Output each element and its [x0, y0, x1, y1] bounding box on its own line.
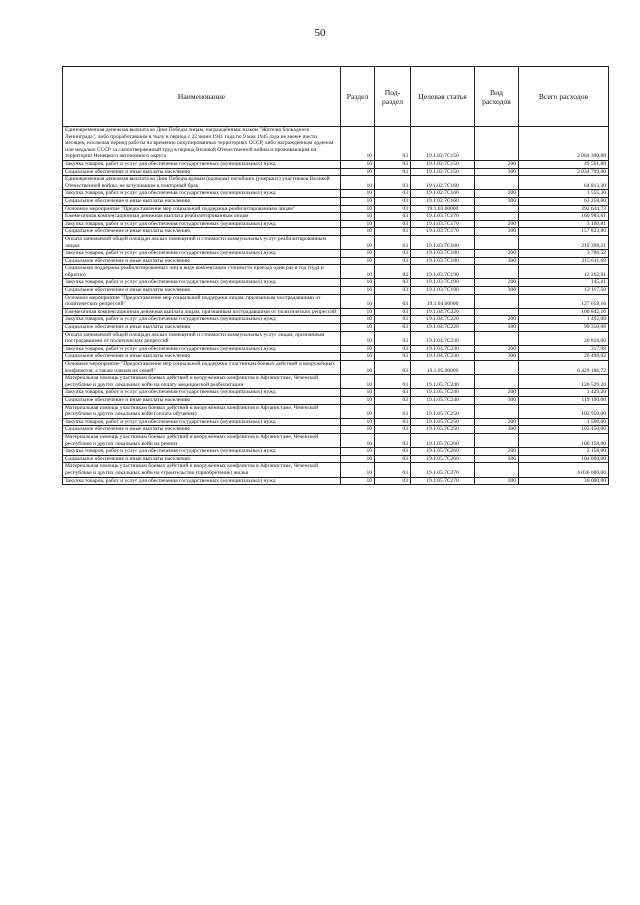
budget-table: [62, 66, 609, 485]
cell-amount: 160 983,61: [519, 213, 609, 221]
cell-vid: 300: [475, 455, 519, 463]
cell-vid: [475, 375, 519, 389]
cell-vid: 300: [475, 257, 519, 265]
table-row: [63, 396, 609, 404]
cell-vid: [475, 331, 519, 345]
cell-razdel: 10: [341, 213, 375, 221]
cell-podrazdel: 03: [375, 331, 411, 345]
table-row: [63, 463, 609, 477]
cell-vid: 300: [475, 287, 519, 295]
cell-name: Закупка товаров, работ и услуг для обеспечения государственных (муниципальных) нужд: [63, 190, 341, 198]
cell-razdel: 10: [341, 375, 375, 389]
cell-code: 19.1.03.7С190: [411, 287, 475, 295]
header-vid: Вид расходов: [475, 67, 519, 127]
table-row: [63, 127, 609, 161]
cell-name: Закупка товаров, работ и услуг для обеспечения государственных (муниципальных) нужд: [63, 389, 341, 397]
table-row: [63, 205, 609, 213]
cell-vid: 200: [475, 220, 519, 228]
cell-name: Ежемесячная компенсационная денежная выплата реабилитированным лицам: [63, 213, 341, 221]
cell-podrazdel: 03: [375, 316, 411, 324]
cell-razdel: 10: [341, 477, 375, 485]
cell-name: Социальное обеспечение и иные выплаты населению: [63, 396, 341, 404]
cell-amount: 49 591,88: [519, 160, 609, 168]
cell-name: Закупка товаров, работ и услуг для обеспечения государственных (муниципальных) нужд: [63, 160, 341, 168]
cell-vid: [475, 176, 519, 190]
cell-podrazdel: 03: [375, 257, 411, 265]
cell-name: Закупка товаров, работ и услуг для обеспечения государственных (муниципальных) нужд: [63, 279, 341, 287]
cell-code: 19.1.03.7С170: [411, 213, 475, 221]
cell-name: Оплата занимаемой общей площади жилых помещений и стоимости коммунальных услуг лицам, признанным пострадавшими от политических репрессий: [63, 331, 341, 345]
cell-amount: 2 034 799,00: [519, 168, 609, 176]
cell-razdel: 10: [341, 455, 375, 463]
table-row: [63, 265, 609, 279]
cell-vid: [475, 294, 519, 308]
cell-vid: 300: [475, 228, 519, 236]
table-row: [63, 176, 609, 190]
cell-name: Материальная помощь участникам боевых действий и вооружённых конфликтов в Афганистане, Чеченской республике и других локальных войн на ремонт: [63, 433, 341, 447]
cell-podrazdel: 03: [375, 308, 411, 316]
cell-vid: 200: [475, 345, 519, 353]
cell-code: 19.1.05.7С250: [411, 404, 475, 418]
cell-podrazdel: 03: [375, 197, 411, 205]
cell-amount: 3 786,52: [519, 250, 609, 258]
cell-name: Социальное обеспечение и иные выплаты населению: [63, 197, 341, 205]
cell-podrazdel: 03: [375, 294, 411, 308]
cell-name: Социальное обеспечение и иные выплаты населению: [63, 426, 341, 434]
cell-name: Материальная помощь участникам боевых действий и вооружённых конфликтов в Афганистане, Чеченской республике и других локальных войн на оплату медицинской реабилитации: [63, 375, 341, 389]
cell-vid: [475, 433, 519, 447]
cell-razdel: 10: [341, 353, 375, 361]
cell-name: Социальное обеспечение и иные выплаты населению: [63, 324, 341, 332]
cell-amount: 106 158,00: [519, 433, 609, 447]
cell-razdel: 10: [341, 448, 375, 456]
cell-code: 19.1.04.00000: [411, 294, 475, 308]
cell-razdel: 10: [341, 250, 375, 258]
cell-podrazdel: 03: [375, 287, 411, 295]
cell-amount: 317,98: [519, 345, 609, 353]
cell-code: 19.1.05.7С250: [411, 418, 475, 426]
cell-code: 19.1.03.7С180: [411, 250, 475, 258]
table-row: [63, 160, 609, 168]
table-row: [63, 345, 609, 353]
cell-code: 19.1.03.7С190: [411, 279, 475, 287]
cell-razdel: 10: [341, 235, 375, 249]
cell-amount: 1 429,20: [519, 389, 609, 397]
cell-amount: 2 084 390,88: [519, 127, 609, 161]
table-row: [63, 361, 609, 375]
cell-code: 19.1.03.7С190: [411, 265, 475, 279]
cell-code: 19.1.02.7С150: [411, 127, 475, 161]
cell-vid: 200: [475, 389, 519, 397]
cell-amount: 392 644,73: [519, 205, 609, 213]
cell-podrazdel: 03: [375, 396, 411, 404]
cell-code: 19.1.02.7С150: [411, 160, 475, 168]
cell-podrazdel: 03: [375, 205, 411, 213]
cell-name: Закупка товаров, работ и услуг для обеспечения государственных (муниципальных) нужд: [63, 477, 341, 485]
cell-code: 19.1.05.7С270: [411, 463, 475, 477]
cell-podrazdel: 03: [375, 477, 411, 485]
header-name: Наименование: [63, 67, 341, 127]
table-row: [63, 213, 609, 221]
cell-vid: [475, 265, 519, 279]
cell-name: Социальное обеспечение и иные выплаты населению: [63, 168, 341, 176]
cell-razdel: 10: [341, 389, 375, 397]
table-row: [63, 455, 609, 463]
cell-code: 19.1.05.7С240: [411, 396, 475, 404]
cell-razdel: 10: [341, 361, 375, 375]
table-row: [63, 287, 609, 295]
cell-amount: 215 611,69: [519, 257, 609, 265]
cell-amount: 63 258,00: [519, 197, 609, 205]
cell-razdel: 10: [341, 404, 375, 418]
cell-amount: 1 492,08: [519, 316, 609, 324]
cell-name: Закупка товаров, работ и услуг для обеспечения государственных (муниципальных) нужд: [63, 418, 341, 426]
cell-code: 19.1.05.7С260: [411, 448, 475, 456]
cell-name: Основное мероприятие "Предоставление мер социальной поддержки участникам боевых действий и вооружённых конфликтов, а также членам их семей": [63, 361, 341, 375]
table-row: [63, 477, 609, 485]
cell-code: 19.1.02.7С160: [411, 176, 475, 190]
table-row: [63, 190, 609, 198]
cell-code: 19.1.03.7С170: [411, 220, 475, 228]
cell-podrazdel: 03: [375, 463, 411, 477]
cell-vid: 200: [475, 418, 519, 426]
cell-podrazdel: 03: [375, 324, 411, 332]
table-row: [63, 257, 609, 265]
table-row: [63, 316, 609, 324]
cell-razdel: 10: [341, 228, 375, 236]
cell-podrazdel: 03: [375, 418, 411, 426]
cell-podrazdel: 03: [375, 228, 411, 236]
cell-code: 19.1.05.7С260: [411, 455, 475, 463]
cell-razdel: 10: [341, 220, 375, 228]
table-row: [63, 389, 609, 397]
cell-code: 19.1.03.7С180: [411, 235, 475, 249]
cell-vid: 200: [475, 190, 519, 198]
cell-razdel: 10: [341, 316, 375, 324]
cell-amount: 1 555,30: [519, 190, 609, 198]
table-row: [63, 433, 609, 447]
header-total: Всего расходов: [519, 67, 609, 127]
cell-code: 19.1.03.7С170: [411, 228, 475, 236]
cell-vid: [475, 463, 519, 477]
cell-vid: 300: [475, 426, 519, 434]
cell-razdel: 10: [341, 205, 375, 213]
cell-vid: 200: [475, 448, 519, 456]
cell-podrazdel: 03: [375, 235, 411, 249]
cell-name: Материальная помощь участникам боевых действий и вооружённых конфликтов в Афганистане, Чеченской республике и других локальных войн (оплата обучения): [63, 404, 341, 418]
cell-razdel: 10: [341, 127, 375, 161]
cell-amount: 104 000,00: [519, 455, 609, 463]
cell-amount: 3 160,81: [519, 220, 609, 228]
cell-vid: 200: [475, 316, 519, 324]
cell-code: 19.1.04.7С230: [411, 353, 475, 361]
cell-razdel: 10: [341, 418, 375, 426]
cell-name: Ежемесячная компенсационная денежная выплата лицам, признанным пострадавшими от политических репрессий: [63, 308, 341, 316]
cell-amount: 36 000,00: [519, 477, 609, 485]
cell-vid: 300: [475, 324, 519, 332]
cell-razdel: 10: [341, 463, 375, 477]
cell-amount: 145,41: [519, 279, 609, 287]
cell-podrazdel: 03: [375, 389, 411, 397]
cell-code: 19.1.05.00000: [411, 361, 475, 375]
cell-amount: 119 100,00: [519, 396, 609, 404]
cell-podrazdel: 03: [375, 375, 411, 389]
cell-amount: 120 529,20: [519, 375, 609, 389]
table-row: [63, 168, 609, 176]
cell-razdel: 10: [341, 308, 375, 316]
cell-code: 19.1.05.7С250: [411, 426, 475, 434]
table-row: [63, 308, 609, 316]
cell-amount: 99 350,08: [519, 324, 609, 332]
header-podrazdel: Под- раздел: [375, 67, 411, 127]
cell-podrazdel: 03: [375, 404, 411, 418]
cell-vid: 300: [475, 168, 519, 176]
cell-razdel: 10: [341, 265, 375, 279]
cell-code: 19.1.03.00000: [411, 205, 475, 213]
cell-amount: 1 500,00: [519, 418, 609, 426]
cell-vid: 300: [475, 396, 519, 404]
cell-code: 19.1.04.7С220: [411, 324, 475, 332]
cell-razdel: 10: [341, 176, 375, 190]
cell-code: 19.1.05.7С240: [411, 375, 475, 389]
table-row: [63, 197, 609, 205]
cell-vid: 300: [475, 197, 519, 205]
cell-razdel: 10: [341, 324, 375, 332]
cell-razdel: 10: [341, 197, 375, 205]
cell-name: Социальная поддержка реабилитированных лиц в виде компенсации стоимости проезда один раз в год (туда и обратно): [63, 265, 341, 279]
cell-name: Закупка товаров, работ и услуг для обеспечения государственных (муниципальных) нужд: [63, 250, 341, 258]
cell-vid: [475, 361, 519, 375]
cell-name: Единовременная денежная выплата ко Дню Победы лицам, награждённым знаком "Жителю блокадного Ленинграда", либо проработавшим в тылу в период с 22 июня 1941 года по 9 мая 1945 года не менее шести месяцев, исключая период работы на временно оккупированных территориях СССР, либо награждённым орденом или медалью СССР за самоотверженный труд в период Великой Отечественной войны и проживающим на территории Ненецкого автономного округа: [63, 127, 341, 161]
cell-vid: [475, 404, 519, 418]
cell-amount: 12 262,91: [519, 265, 609, 279]
table-row: [63, 250, 609, 258]
cell-name: Основное мероприятие "Предоставление мер социальной поддержки реабилитированным лицам": [63, 205, 341, 213]
header-celevaya: Целевая статья: [411, 67, 475, 127]
cell-podrazdel: 03: [375, 433, 411, 447]
cell-razdel: 10: [341, 294, 375, 308]
cell-name: Закупка товаров, работ и услуг для обеспечения государственных (муниципальных) нужд: [63, 345, 341, 353]
cell-podrazdel: 03: [375, 448, 411, 456]
cell-name: Закупка товаров, работ и услуг для обеспечения государственных (муниципальных) нужд: [63, 316, 341, 324]
cell-code: 19.1.02.7С160: [411, 190, 475, 198]
cell-vid: 200: [475, 250, 519, 258]
cell-name: Основное мероприятие "Предоставление мер социальной поддержки лицам, признанным пострадавшими от политических репрессий": [63, 294, 341, 308]
cell-name: Оплата занимаемой общей площади жилых помещений и стоимости коммунальных услуг реабилитированным лицам: [63, 235, 341, 249]
table-row: [63, 375, 609, 389]
cell-razdel: 10: [341, 190, 375, 198]
cell-code: 19.1.04.7С220: [411, 308, 475, 316]
cell-vid: 200: [475, 160, 519, 168]
cell-name: Материальная помощь участникам боевых действий и вооружённых конфликтов в Афганистане, Чеченской республике и других локальных войн на строительство (приобретение) жилья: [63, 463, 341, 477]
cell-vid: 300: [475, 353, 519, 361]
cell-vid: [475, 127, 519, 161]
cell-razdel: 10: [341, 396, 375, 404]
cell-razdel: 10: [341, 287, 375, 295]
table-row: [63, 235, 609, 249]
cell-podrazdel: 03: [375, 168, 411, 176]
cell-name: Социальное обеспечение и иные выплаты населению: [63, 455, 341, 463]
cell-podrazdel: 03: [375, 220, 411, 228]
cell-name: Единовременная денежная выплата ко Дню Победы вдовам (вдовцам) погибших (умерших) участников Великой Отечественной войны, не вступившим в повторный брак: [63, 176, 341, 190]
cell-podrazdel: 03: [375, 265, 411, 279]
cell-podrazdel: 03: [375, 353, 411, 361]
cell-name: Закупка товаров, работ и услуг для обеспечения государственных (муниципальных) нужд: [63, 448, 341, 456]
cell-code: 19.1.05.7С240: [411, 389, 475, 397]
cell-code: 19.1.05.7С260: [411, 433, 475, 447]
cell-podrazdel: 03: [375, 361, 411, 375]
cell-code: 19.1.04.7С230: [411, 331, 475, 345]
cell-amount: 6 429 186,72: [519, 361, 609, 375]
cell-podrazdel: 03: [375, 176, 411, 190]
cell-amount: 219 398,21: [519, 235, 609, 249]
cell-vid: [475, 235, 519, 249]
cell-podrazdel: 03: [375, 190, 411, 198]
cell-podrazdel: 03: [375, 213, 411, 221]
cell-vid: [475, 308, 519, 316]
header-row: [63, 67, 609, 127]
table-row: [63, 353, 609, 361]
cell-razdel: 10: [341, 168, 375, 176]
table-row: [63, 279, 609, 287]
cell-vid: [475, 205, 519, 213]
table-row: [63, 220, 609, 228]
cell-name: Закупка товаров, работ и услуг для обеспечения государственных (муниципальных) нужд: [63, 220, 341, 228]
cell-razdel: 10: [341, 426, 375, 434]
cell-amount: 103 950,00: [519, 404, 609, 418]
page-number: 50: [314, 27, 326, 39]
cell-amount: 26 498,02: [519, 353, 609, 361]
cell-razdel: 10: [341, 433, 375, 447]
table-row: [63, 331, 609, 345]
cell-name: Социальное обеспечение и иные выплаты населению: [63, 287, 341, 295]
header-razdel: Раздел: [341, 67, 375, 127]
cell-razdel: 10: [341, 257, 375, 265]
cell-vid: 200: [475, 477, 519, 485]
cell-podrazdel: 03: [375, 250, 411, 258]
cell-razdel: 10: [341, 160, 375, 168]
cell-name: Социальное обеспечение и иные выплаты населению: [63, 257, 341, 265]
table-row: [63, 228, 609, 236]
cell-podrazdel: 03: [375, 455, 411, 463]
cell-code: 19.1.02.7С160: [411, 197, 475, 205]
cell-code: 19.1.03.7С180: [411, 257, 475, 265]
table-row: [63, 448, 609, 456]
cell-razdel: 10: [341, 331, 375, 345]
cell-amount: 157 822,80: [519, 228, 609, 236]
cell-amount: 2 158,00: [519, 448, 609, 456]
cell-razdel: 10: [341, 345, 375, 353]
table-row: [63, 426, 609, 434]
cell-amount: 127 658,16: [519, 294, 609, 308]
cell-code: 19.1.04.7С220: [411, 316, 475, 324]
cell-name: Социальное обеспечение и иные выплаты населению: [63, 353, 341, 361]
cell-amount: 100 842,16: [519, 308, 609, 316]
cell-vid: [475, 213, 519, 221]
cell-vid: 200: [475, 279, 519, 287]
table-row: [63, 418, 609, 426]
cell-podrazdel: 03: [375, 345, 411, 353]
cell-code: 19.1.02.7С150: [411, 168, 475, 176]
cell-amount: 26 816,00: [519, 331, 609, 345]
table-row: [63, 324, 609, 332]
cell-podrazdel: 03: [375, 127, 411, 161]
cell-amount: 4 036 000,00: [519, 463, 609, 477]
cell-podrazdel: 03: [375, 426, 411, 434]
cell-name: Социальное обеспечение и иные выплаты населению: [63, 228, 341, 236]
cell-amount: 12 117,50: [519, 287, 609, 295]
cell-amount: 102 450,00: [519, 426, 609, 434]
cell-razdel: 10: [341, 279, 375, 287]
cell-amount: 64 813,30: [519, 176, 609, 190]
table-row: [63, 404, 609, 418]
table-row: [63, 294, 609, 308]
cell-podrazdel: 03: [375, 160, 411, 168]
cell-podrazdel: 03: [375, 279, 411, 287]
cell-code: 19.1.05.7С270: [411, 477, 475, 485]
cell-code: 19.1.04.7С230: [411, 345, 475, 353]
